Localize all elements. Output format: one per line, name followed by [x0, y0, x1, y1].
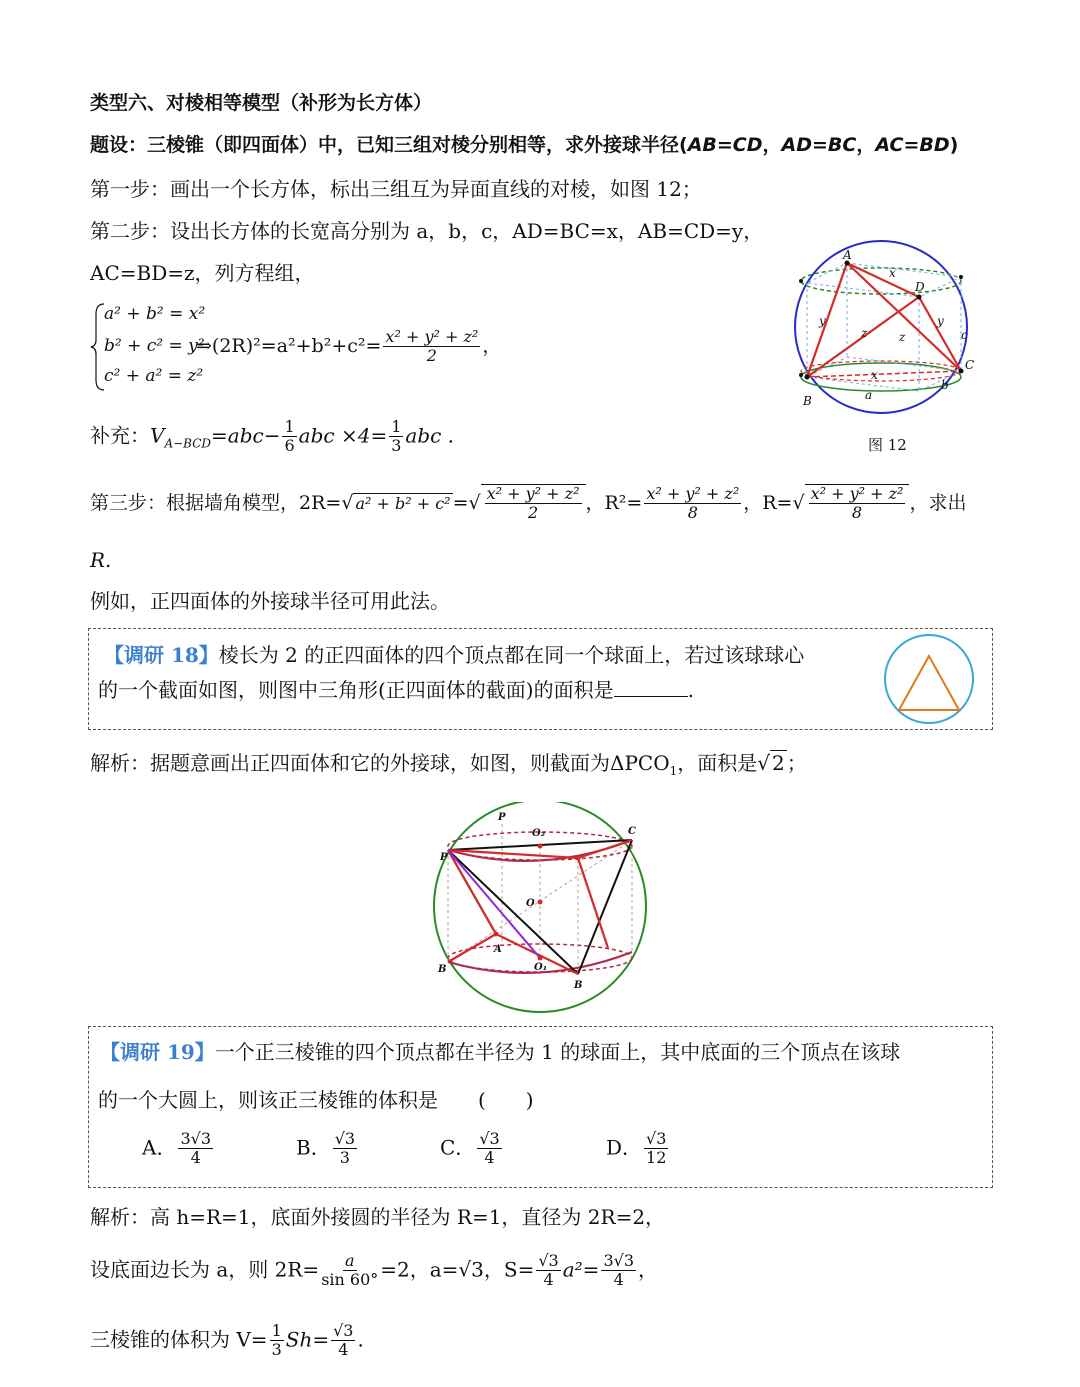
- q19-option-d[interactable]: [606, 1130, 670, 1168]
- figure-18: [428, 802, 654, 1014]
- q19-option-c[interactable]: [440, 1130, 504, 1168]
- sol19-l2a: 设底面边长为 a，则 2R=: [90, 1257, 320, 1282]
- section-title: 类型六、对棱相等模型（补形为长方体）: [90, 92, 433, 114]
- sol19-l2c: a²=: [562, 1257, 600, 1282]
- equation-system: [90, 300, 690, 392]
- figure-12: [785, 235, 985, 430]
- step3-d2: 8: [687, 503, 698, 523]
- q18-answer-blank[interactable]: [614, 678, 688, 697]
- fig12-label-y1: y: [819, 314, 826, 328]
- fig12-label-c: c: [961, 328, 968, 342]
- q18-line2: [98, 678, 694, 702]
- eq-den: 2: [426, 346, 437, 366]
- fig12-label-x-top: x: [889, 266, 896, 280]
- supp-mid: abc ×4=: [298, 423, 388, 448]
- eq1: a² + b² = x²: [104, 304, 206, 324]
- step2-line2: AC=BD=z，列方程组，: [90, 261, 315, 285]
- fig12-ac-edge: [807, 371, 961, 377]
- q19-line2: [98, 1088, 534, 1112]
- step3-tail: ，求出: [909, 491, 967, 514]
- sol19-line3: [90, 1322, 364, 1360]
- q18-text1: 棱长为 2 的正四面体的四个顶点都在同一个球面上，若过该球球心: [218, 643, 805, 667]
- step3-d3: 8: [851, 503, 863, 523]
- setup-line: [90, 134, 958, 157]
- opt-b-den: 3: [339, 1148, 350, 1168]
- supp-f2d: 3: [391, 436, 402, 456]
- fig18-label-O2: O₂: [532, 828, 546, 839]
- fig12-label-b: b: [941, 378, 949, 392]
- sol19-l3c: .: [357, 1327, 364, 1352]
- sol19-l3b: Sh=: [285, 1327, 330, 1352]
- setup-close: ): [949, 134, 959, 156]
- q19-text1: 一个正三棱锥的四个顶点都在半径为 1 的球面上，其中底面的三个顶点在该球: [214, 1040, 901, 1064]
- step2-line1: 第二步：设出长方体的长宽高分别为 a，b，c，AD=BC=x，AB=CD=y，: [90, 219, 764, 243]
- fig12-label-z2: z: [899, 330, 906, 344]
- fig18-label-B-left: B: [438, 964, 447, 975]
- sol19-line2: [90, 1252, 658, 1290]
- step1: 第一步：画出一个长方体，标出三组互为异面直线的对棱，如图 12；: [90, 177, 702, 201]
- supp-lead: 补充：: [90, 423, 150, 448]
- fig18-label-A: A: [494, 944, 502, 955]
- sol19-l3n: 1: [271, 1321, 282, 1340]
- supp-f2n: 1: [391, 417, 402, 436]
- step3: 第三步：根据墙角模型，2R=√ a² + b² + c² =√ $\frac{\text{x² + y² + z²}}{2}$ ，R²= $\frac{\text{x² + y² + z²}}{8}$ ，R=√ $\frac{\text{x² + y² + z²}}{8}$ ，求出: [90, 484, 967, 523]
- eq-result: [196, 328, 501, 366]
- q19-paren: ( ): [478, 1088, 534, 1112]
- supp-v: V: [150, 423, 165, 448]
- setup-sep: ，: [856, 134, 876, 156]
- opt-d-den: 12: [646, 1148, 667, 1168]
- q18-end: .: [687, 678, 694, 702]
- eq2: b² + c² = y²: [104, 336, 205, 356]
- q18-text2: 的一个截面如图，则图中三角形(正四面体的截面)的面积是: [98, 678, 614, 702]
- sol19-l2n: a: [344, 1251, 355, 1270]
- step3-rlead: ，R=: [743, 491, 793, 514]
- opt-a-den: 4: [190, 1148, 201, 1168]
- fig12-top-ellipse: [801, 268, 961, 294]
- sol19-l2e: ，: [638, 1257, 658, 1282]
- q19-tag: 【调研 19】: [100, 1040, 215, 1064]
- opt-b-num: √3: [334, 1129, 356, 1148]
- step3-eq: =: [452, 491, 469, 514]
- opt-d-num: √3: [646, 1129, 667, 1148]
- sol18-sub: 1: [669, 764, 678, 778]
- fig12-label-y2: y: [937, 314, 944, 328]
- sol19-l3d2: 4: [338, 1340, 349, 1360]
- step3-n2: x² + y² + z²: [646, 484, 740, 503]
- q18-triangle: [899, 656, 959, 710]
- sol19-l2b: =2，a=√3，S=: [380, 1257, 535, 1282]
- q18-line1: [104, 643, 804, 667]
- step3-r2lead: ，R²=: [585, 491, 643, 514]
- fig18-label-C: C: [628, 826, 636, 837]
- step3-n1: x² + y² + z²: [486, 484, 580, 503]
- q19-option-b[interactable]: [296, 1130, 359, 1168]
- supp-sub: A−BCD: [164, 436, 212, 451]
- setup-ac-bd: AC=BD: [875, 134, 950, 156]
- sol19-line1: 解析：高 h=R=1，底面外接圆的半径为 R=1，直径为 2R=2，: [90, 1205, 666, 1229]
- sol19-l2d2: 4: [543, 1270, 554, 1290]
- step3-d1: 2: [527, 503, 539, 523]
- q18-tag: 【调研 18】: [104, 643, 219, 667]
- sol19-l3n2: √3: [333, 1321, 354, 1340]
- fig18-label-O1: O₁: [534, 962, 548, 973]
- supp-f1d: 6: [284, 436, 295, 456]
- q19-line1: [100, 1040, 900, 1064]
- sol19-l2n3: 3√3: [603, 1251, 634, 1270]
- fig18-label-P-top: P: [498, 812, 506, 823]
- fig12-label-D: D: [915, 280, 925, 294]
- setup-sep: ，: [762, 134, 782, 156]
- setup-ad-bc: AD=BC: [781, 134, 857, 156]
- step3-rad1: a² + b² + c²: [355, 493, 451, 513]
- q19-text2: 的一个大圆上，则该正三棱锥的体积是: [98, 1088, 438, 1112]
- opt-a-num: 3√3: [180, 1129, 212, 1148]
- opt-b-label: B．: [296, 1135, 331, 1160]
- sol19-l3d: 3: [271, 1340, 282, 1360]
- opt-c-den: 4: [484, 1148, 495, 1168]
- fig12-label-a: a: [865, 388, 873, 402]
- opt-a-label: A．: [142, 1135, 177, 1160]
- fig18-top-arc: [448, 840, 632, 861]
- step3-lead: 第三步：根据墙角模型，2R=: [90, 491, 342, 514]
- sol19-l2n2: √3: [538, 1251, 559, 1270]
- figure-12-caption: 图 12: [868, 436, 907, 454]
- sol18-text: 解析：据题意画出正四面体和它的外接球，如图，则截面为ΔPCO: [90, 751, 670, 775]
- example-line: 例如，正四面体的外接球半径可用此法。: [90, 589, 450, 613]
- fig12-label-z1: z: [861, 326, 868, 340]
- fig12-label-x-bot: x: [871, 368, 878, 382]
- q18-figure: [880, 632, 978, 726]
- eq3: c² + a² = z²: [104, 366, 204, 386]
- opt-c-num: √3: [479, 1129, 500, 1148]
- eq-tail: ，: [482, 334, 502, 357]
- fig18-label-P: P: [440, 852, 448, 863]
- sol19-l2d3: 4: [613, 1270, 624, 1290]
- supp-end: abc .: [405, 423, 455, 448]
- eq-num: x² + y² + z²: [385, 327, 479, 346]
- fig12-label-A: A: [843, 248, 852, 262]
- fig18-label-B: B: [574, 980, 583, 991]
- supp-eq1: =abc−: [211, 423, 281, 448]
- q19-option-a[interactable]: [142, 1130, 215, 1168]
- sol19-l3a: 三棱锥的体积为 V=: [90, 1327, 268, 1352]
- setup-ab-cd: AB=CD: [687, 134, 763, 156]
- sol18-mid: ，面积是: [677, 751, 758, 775]
- opt-d-label: D．: [606, 1135, 643, 1160]
- eq-arrow: ⇒(2R)²=a²+b²+c²=: [196, 334, 382, 357]
- step3-n3: x² + y² + z²: [810, 484, 904, 503]
- sol19-l2d: sin 60°: [321, 1270, 379, 1290]
- sol18-line: 解析：据题意画出正四面体和它的外接球，如图，则截面为$\Delta PCO_1$，面积是√ 2 ；: [90, 751, 807, 778]
- supp-f1n: 1: [284, 417, 295, 436]
- step3-r: R.: [90, 548, 112, 572]
- setup-lead: 题设：三棱锥（即四面体）中，已知三组对棱分别相等，求外接球半径(: [90, 134, 688, 156]
- fig12-label-C: C: [965, 358, 975, 372]
- sol18-rad: 2: [772, 751, 785, 775]
- opt-c-label: C．: [440, 1135, 476, 1160]
- supplement: [90, 418, 454, 456]
- fig18-label-O: O: [526, 898, 535, 909]
- fig12-label-B: B: [803, 394, 812, 408]
- sol18-end: ；: [786, 751, 807, 775]
